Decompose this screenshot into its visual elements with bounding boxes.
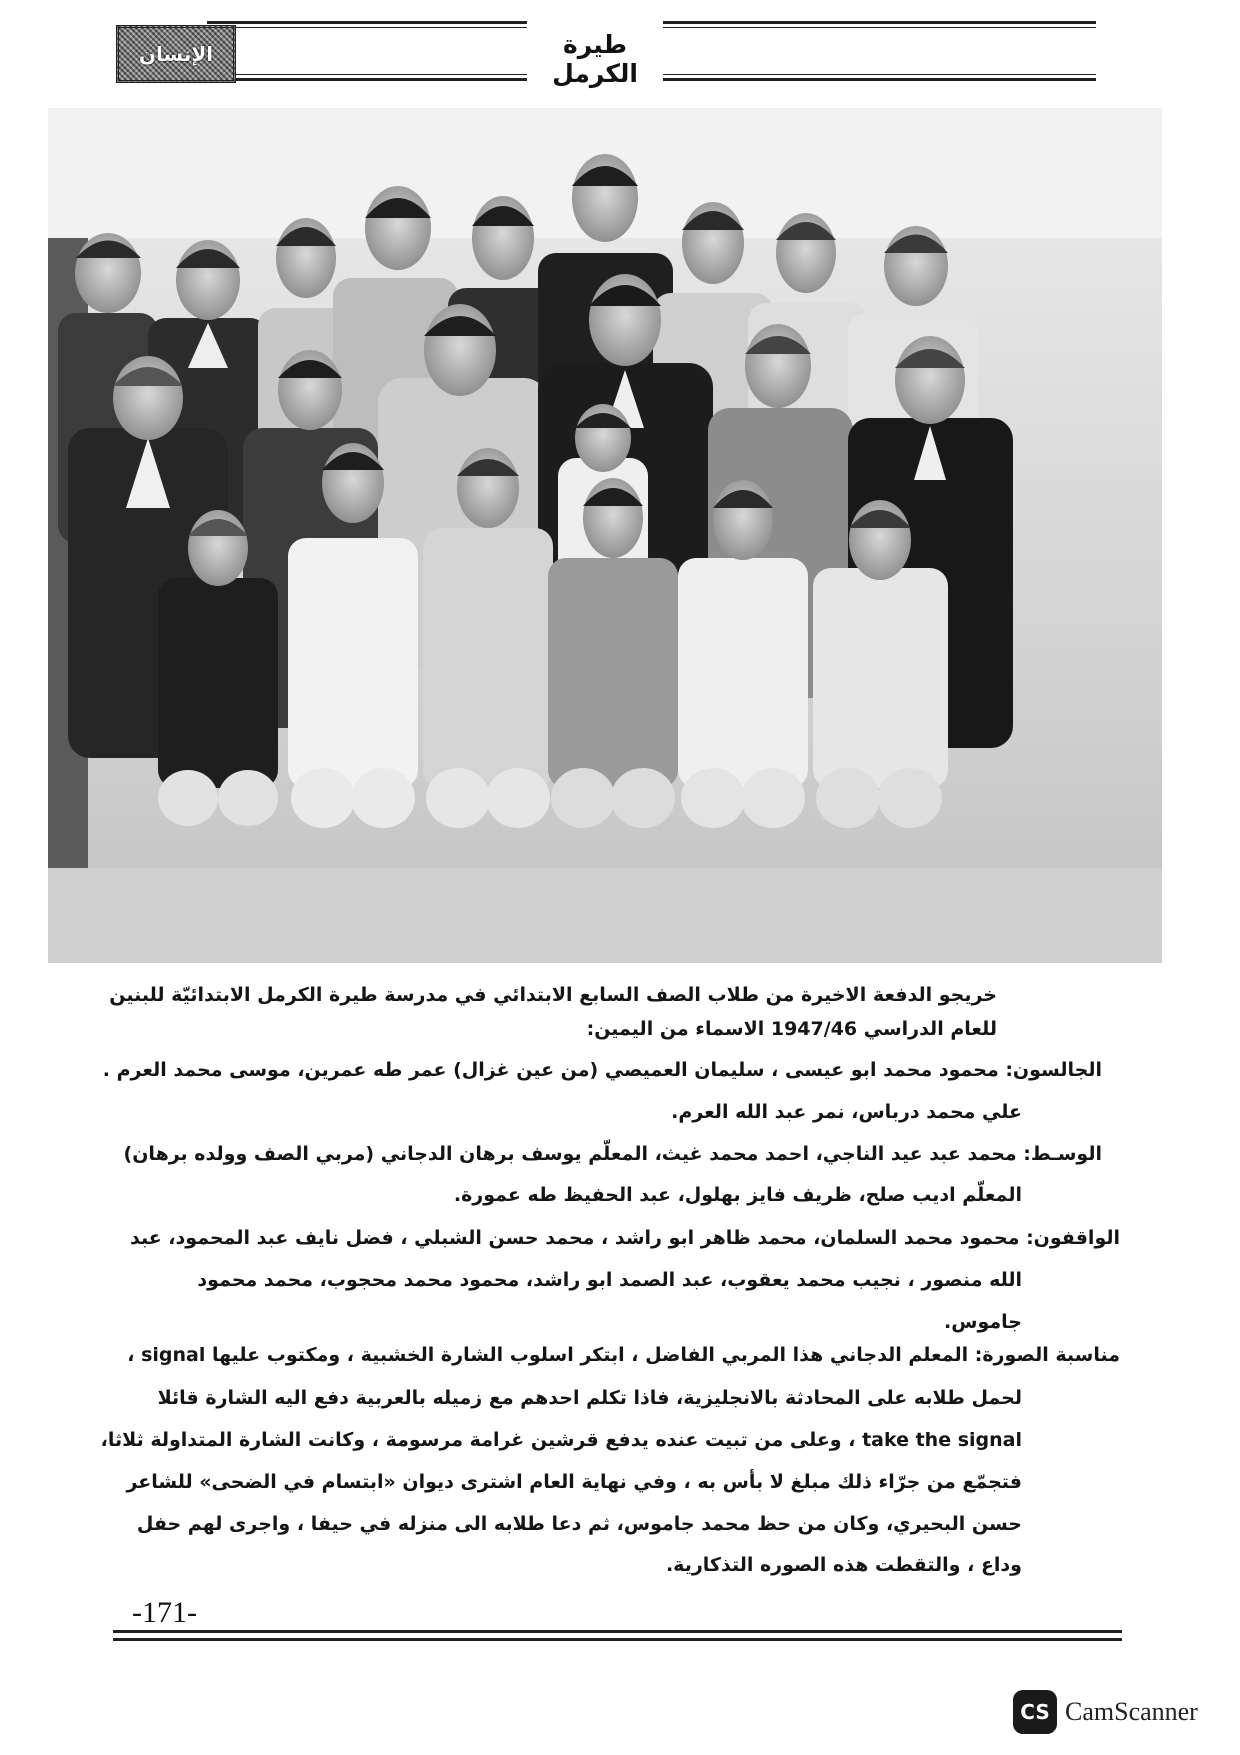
- occasion-line-6: وداع ، والتقطت هذه الصوره التذكارية.: [665, 1554, 1022, 1576]
- occasion-line-1: مناسبة الصورة: المعلم الدجاني هذا المربي الفاضل ، ابتكر اسلوب الشارة الخشبية ، ومكتوب عليها signal ،: [127, 1344, 1120, 1366]
- standing-names-line-2: الله منصور ، نجيب محمد يعقوب، عبد الصمد ابو راشد، محمود محمد محجوب، محمد محمود: [197, 1269, 1022, 1291]
- middle-names-line-2: المعلّم اديب صلح، ظريف فايز بهلول، عبد الحفيظ طه عمورة.: [453, 1184, 1022, 1206]
- class-photograph: [48, 108, 1162, 963]
- middle-names-line-1: الوسـط: محمد عبد عيد الناجي، احمد محمد غيث، المعلّم يوسف برهان الدجاني (مربي الصف وولده برهان): [123, 1143, 1102, 1165]
- header-rule-right: [207, 21, 527, 81]
- page-number: -171-: [132, 1596, 197, 1629]
- standing-names-line-3: جاموس.: [944, 1311, 1022, 1333]
- section-badge: [116, 25, 236, 83]
- camscanner-logo-icon: CS: [1013, 1690, 1057, 1734]
- caption-title-line-1: خريجو الدفعة الاخيرة من طلاب الصف السابع الابتدائي في مدرسة طيرة الكرمل الابتدائيّة للبنين: [109, 984, 997, 1006]
- standing-names-line-1: الواقفون: محمود محمد السلمان، محمد ظاهر ابو راشد ، محمد حسن الشبلي ، فضل نايف عبد المحمود، عبد: [129, 1227, 1120, 1249]
- occasion-line-4: فتجمّع من جرّاء ذلك مبلغ لا بأس به ، وفي نهاية العام اشترى ديوان «ابتسام في الضحى» للشاعر: [126, 1471, 1022, 1493]
- occasion-line-5: حسن البحيري، وكان من حظ محمد جاموس، ثم دعا طلابه الى منزله في حيفا ، واجرى لهم حفل: [136, 1513, 1022, 1535]
- seated-names-line-1: الجالسون: محمود محمد ابو عيسى ، سليمان العميصي (من عين غزال) عمر طه عمرين، موسى محمد العرم .: [102, 1059, 1102, 1081]
- camscanner-label: CamScanner: [1065, 1697, 1198, 1726]
- occasion-line-3: take the signal ، وعلى من تبيت عنده يدفع قرشين غرامة مرسومة ، وكانت الشارة المتداولة ثلاثا،: [100, 1429, 1022, 1451]
- seated-names-line-2: علي محمد درباس، نمر عبد الله العرم.: [671, 1101, 1022, 1123]
- book-title: طيرة الكرمل: [552, 30, 638, 88]
- occasion-line-2: لحمل طلابه على المحادثة بالانجليزية، فاذا تكلم احدهم مع زميله بالعربية دفع اليه الشارة قائلا: [157, 1387, 1022, 1409]
- section-label: الإنسان: [138, 42, 214, 66]
- caption-title-line-2: للعام الدراسي 1947/46 الاسماء من اليمين:: [586, 1018, 997, 1040]
- header-rule-left: [663, 21, 1096, 81]
- camscanner-watermark: [1013, 1690, 1198, 1734]
- footer-rule: [113, 1630, 1122, 1641]
